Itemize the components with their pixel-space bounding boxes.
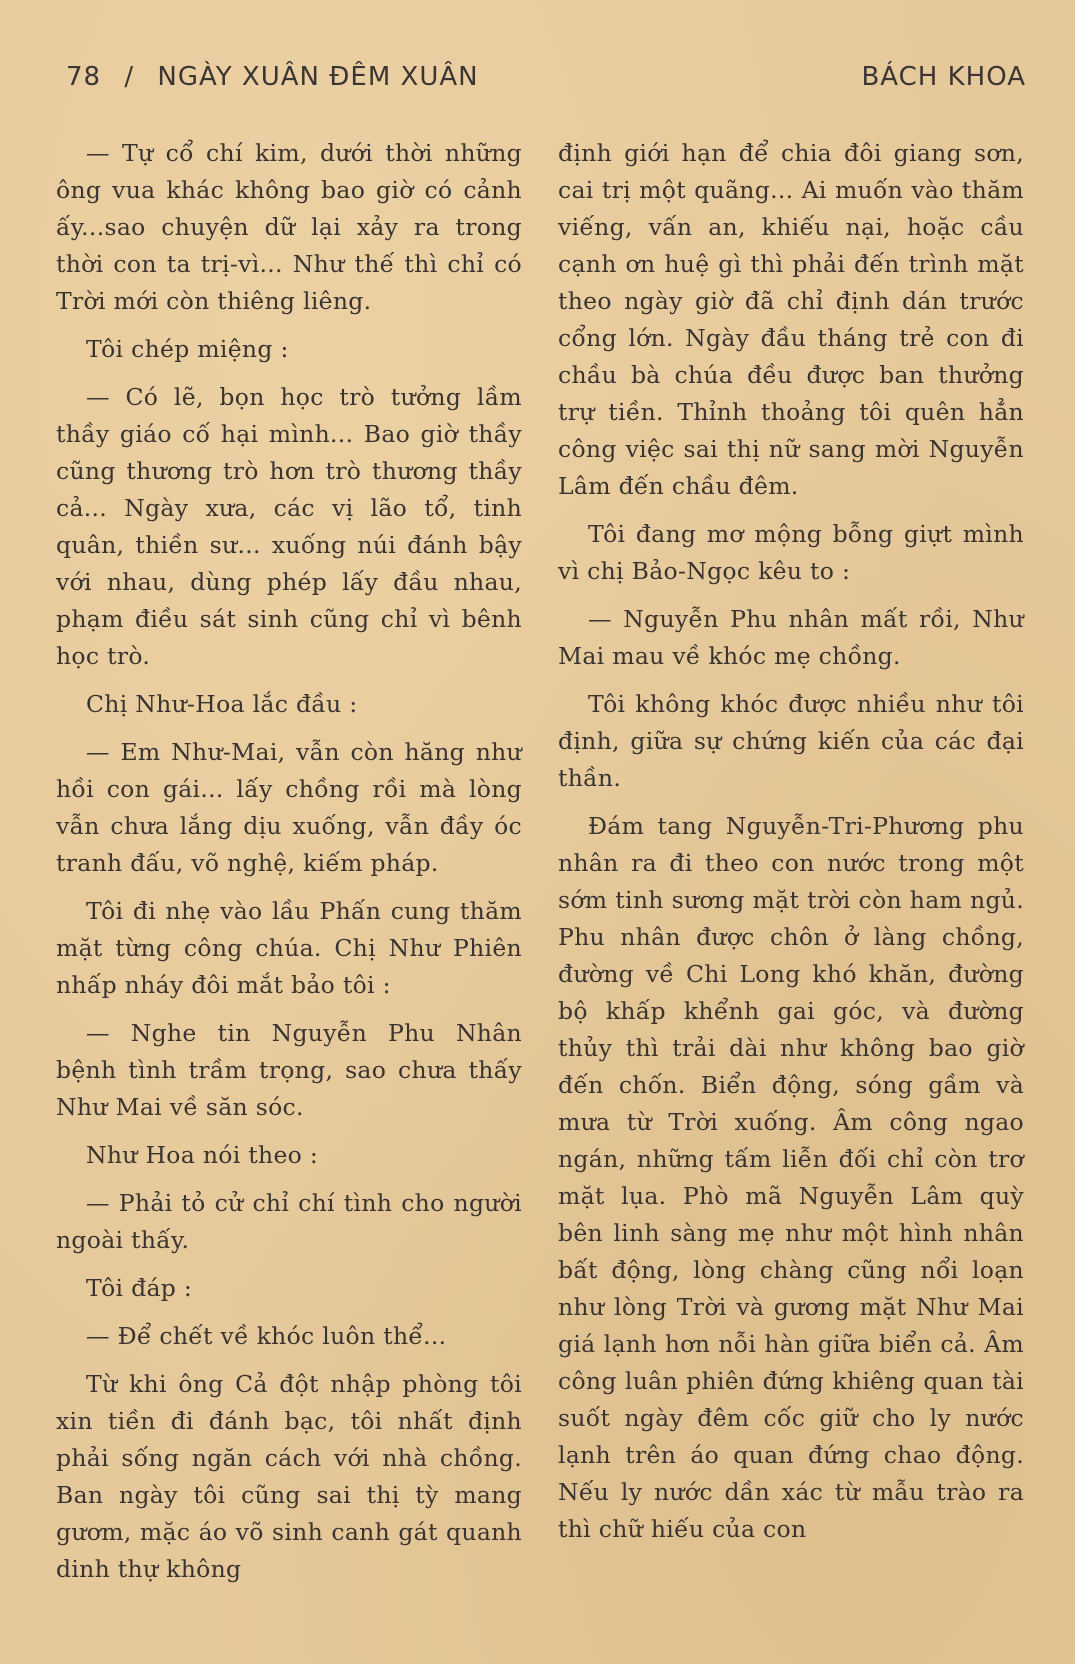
paragraph: — Em Như-Mai, vẫn còn hăng như hồi con gái... lấy chồng rồi mà lòng vẫn chưa lắng dịu xuống, vẫn đầy óc tranh đấu, võ nghệ, kiếm pháp. bbox=[56, 738, 522, 877]
paragraph: Tôi đáp : bbox=[86, 1274, 193, 1302]
paragraph: Tôi đang mơ mộng bỗng giựt mình vì chị Bảo-Ngọc kêu to : bbox=[558, 520, 1024, 585]
page-number: 78 bbox=[66, 62, 102, 92]
header-separator: / bbox=[124, 62, 135, 92]
running-header bbox=[66, 62, 1026, 102]
paragraph: Như Hoa nói theo : bbox=[86, 1141, 319, 1169]
paragraph: Tôi đi nhẹ vào lầu Phấn cung thăm mặt từng công chúa. Chị Như Phiên nhấp nháy đôi mắt bảo tôi : bbox=[56, 897, 522, 999]
article-title: NGÀY XUÂN ĐÊM XUÂN bbox=[157, 62, 479, 92]
paragraph: Đám tang Nguyễn-Tri-Phương phu nhân ra đi theo con nước trong một sớm tinh sương mặt trời còn ham ngủ. Phu nhân được chôn ở làng chồng, đường về Chi Long khó khăn, đường bộ khấp khểnh gai góc, và đường thủy thì trải dài như không bao giờ đến chốn. Biển động, sóng gầm và mưa từ Trời xuống. Âm công ngao ngán, những tấm liễn đối chỉ còn trơ mặt lụa. Phò mã Nguyễn Lâm quỳ bên linh sàng mẹ như một hình nhân bất động, lòng chàng cũng nổi loạn như lòng Trời và gương mặt Như Mai giá lạnh hơn nỗi hàn giữa biển cả. Âm công luân phiên đứng khiêng quan tài suốt ngày đêm cốc giữ cho ly nước lạnh trên áo quan đứng chao động. Nếu ly nước dần xác từ mẫu trào ra thì chữ hiếu của con bbox=[558, 812, 1024, 1543]
paragraph: — Nguyễn Phu nhân mất rồi, Như Mai mau về khóc mẹ chồng. bbox=[558, 605, 1024, 670]
paragraph: — Có lẽ, bọn học trò tưởng lầm thầy giáo cố hại mình... Bao giờ thầy cũng thương trò hơn trò thương thầy cả... Ngày xưa, các vị lão tổ, tinh quân, thiền sư... xuống núi đánh bậy với nhau, dùng phép lấy đầu nhau, phạm điều sát sinh cũng chỉ vì bênh học trò. bbox=[56, 383, 522, 670]
paragraph: Từ khi ông Cả đột nhập phòng tôi xin tiền đi đánh bạc, tôi nhất định phải sống ngăn cách với nhà chồng. Ban ngày tôi cũng sai thị tỳ mang gươm, mặc áo võ sinh canh gát quanh dinh thự không bbox=[56, 1370, 522, 1583]
paragraph: — Tự cổ chí kim, dưới thời những ông vua khác không bao giờ có cảnh ấy...sao chuyện dữ lại xảy ra trong thời con ta trị-vì... Như thế thì chỉ có Trời mới còn thiêng liêng. bbox=[56, 139, 522, 315]
paragraph: Chị Như-Hoa lắc đầu : bbox=[86, 690, 358, 718]
paragraph: — Để chết về khóc luôn thể... bbox=[86, 1322, 447, 1350]
magazine-name: BÁCH KHOA bbox=[861, 62, 1026, 92]
paragraph: định giới hạn để chia đôi giang sơn, cai trị một quãng... Ai muốn vào thăm viếng, vấn an, khiếu nại, hoặc cầu cạnh ơn huệ gì thì phải đến trình mặt theo ngày giờ đã chỉ định dán trước cổng lớn. Ngày đầu tháng trẻ con đi chầu bà chúa đều được ban thưởng trự tiền. Thỉnh thoảng tôi quên hẳn công việc sai thị nữ sang mời Nguyễn Lâm đến chầu đêm. bbox=[558, 139, 1024, 500]
paragraph: Tôi không khóc được nhiều như tôi định, giữa sự chứng kiến của các đại thần. bbox=[558, 690, 1024, 792]
header-left bbox=[66, 62, 479, 92]
paragraph: — Phải tỏ cử chỉ chí tình cho người ngoài thấy. bbox=[56, 1189, 522, 1254]
right-column bbox=[558, 135, 1024, 1548]
paragraph: — Nghe tin Nguyễn Phu Nhân bệnh tình trầm trọng, sao chưa thấy Như Mai về săn sóc. bbox=[56, 1019, 522, 1121]
left-column bbox=[56, 135, 522, 1588]
paragraph: Tôi chép miệng : bbox=[86, 335, 289, 363]
